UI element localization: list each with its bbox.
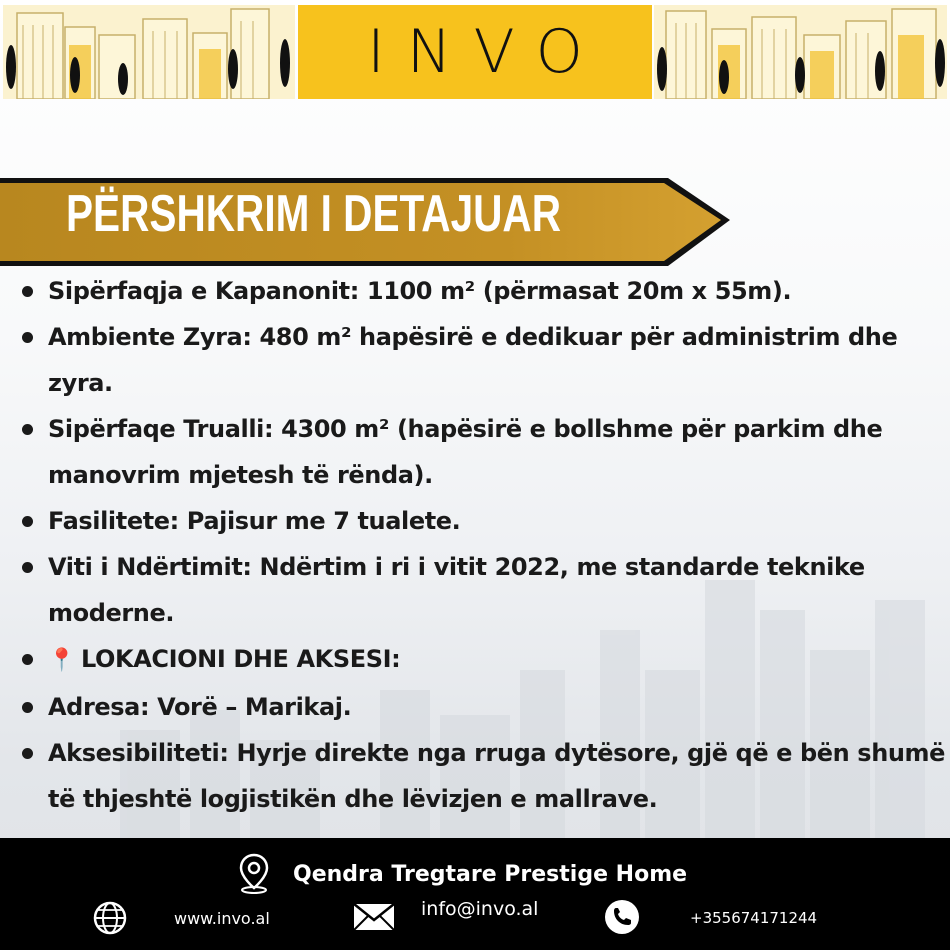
item-text: Ambiente Zyra: 480 m² hapësirë e dedikuar për administrim dhe zyra. [48,323,898,397]
footer [0,838,950,950]
company-name: Qendra Tregtare Prestige Home [293,862,688,887]
item-text: Adresa: Vorë – Marikaj. [48,693,352,721]
bullet-icon [22,702,33,713]
email-link[interactable]: info@invo.al [421,898,539,920]
bullet-icon [22,654,33,665]
bullet-icon [22,286,33,297]
list-item [0,730,950,822]
list-item [0,268,950,314]
header-buildings-right [654,5,947,99]
globe-icon [92,900,128,936]
phone-icon [604,899,640,935]
list-item [0,314,950,406]
header-buildings-left [3,5,295,99]
section-title: PËRSHKRIM I DETAJUAR [66,185,562,243]
website-link[interactable]: www.invo.al [174,909,270,928]
list-item [0,684,950,730]
list-item [0,498,950,544]
item-text: Viti i Ndërtimit: Ndërtim i ri i vitit 2022, me standarde teknike moderne. [48,553,865,627]
item-text: LOKACIONI DHE AKSESI: [81,645,401,673]
phone-link[interactable]: +355674171244 [690,909,818,927]
details-list [0,268,950,822]
item-text: Sipërfaqja e Kapanonit: 1100 m² (përmasat 20m x 55m). [48,277,792,305]
item-text: Sipërfaqe Trualli: 4300 m² (hapësirë e bollshme për parkim dhe manovrim mjetesh të rënda). [48,415,883,489]
list-item [0,406,950,498]
list-item-location-header [0,636,950,684]
header-banner [0,0,950,102]
bullet-icon [22,332,33,343]
list-item [0,544,950,636]
bullet-icon [22,748,33,759]
envelope-icon [352,902,396,932]
map-pin-icon [236,852,272,894]
bullet-icon [22,424,33,435]
item-text: Fasilitete: Pajisur me 7 tualete. [48,507,461,535]
location-pin-icon: 📍 [48,648,75,673]
invo-logo [298,5,652,99]
logo-text: INVO [367,17,605,87]
bullet-icon [22,516,33,527]
bullet-icon [22,562,33,573]
item-text: Aksesibiliteti: Hyrje direkte nga rruga dytësore, gjë që e bën shumë të thjeshtë logjistikën dhe lëvizjen e mallrave. [48,739,946,813]
